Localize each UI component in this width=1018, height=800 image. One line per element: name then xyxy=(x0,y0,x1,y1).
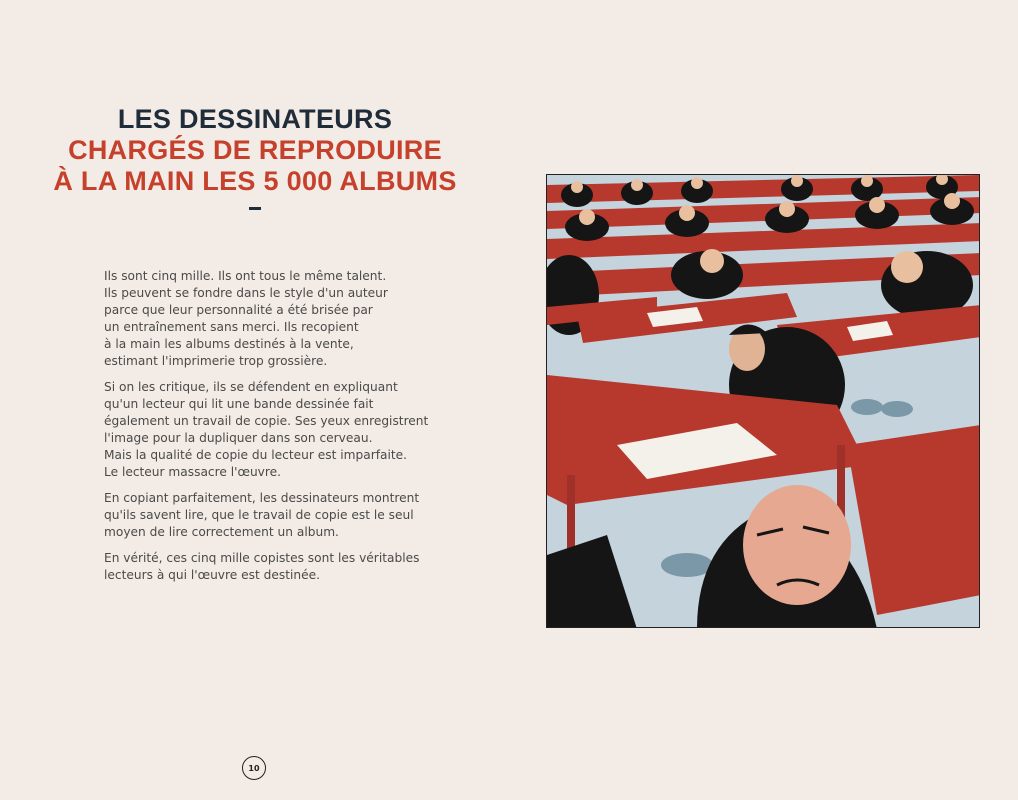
paragraph-3 xyxy=(104,490,424,541)
chapter-title xyxy=(40,104,470,210)
title-line-1: LES DESSINATEURS xyxy=(117,104,393,134)
text-line: En vérité, ces cinq mille copistes sont les véritables xyxy=(104,551,420,565)
text-line: lecteurs à qui l'œuvre est destinée. xyxy=(104,568,320,582)
text-line: qu'ils savent lire, que le travail de copie est le seul xyxy=(104,508,414,522)
text-line: un entraînement sans merci. Ils recopient xyxy=(104,320,359,334)
page-number: 10 xyxy=(242,756,266,780)
text-line: l'image pour la dupliquer dans son cerveau. xyxy=(104,431,373,445)
text-line: moyen de lire correctement un album. xyxy=(104,525,339,539)
text-line: estimant l'imprimerie trop grossière. xyxy=(104,354,328,368)
paragraph-1 xyxy=(104,268,424,370)
text-line: Le lecteur massacre l'œuvre. xyxy=(104,465,281,479)
text-line: Ils peuvent se fondre dans le style d'un auteur xyxy=(104,286,388,300)
text-line: qu'un lecteur qui lit une bande dessinée fait xyxy=(104,397,374,411)
text-line: également un travail de copie. Ses yeux enregistrent xyxy=(104,414,429,428)
title-line-3: À LA MAIN LES 5 000 ALBUMS xyxy=(53,166,457,196)
text-line: Mais la qualité de copie du lecteur est imparfaite. xyxy=(104,448,408,462)
text-line: à la main les albums destinés à la vente, xyxy=(104,337,354,351)
illustration-drawing xyxy=(547,175,980,628)
text-line: En copiant parfaitement, les dessinateurs montrent xyxy=(104,491,420,505)
text-line: Si on les critique, ils se défendent en expliquant xyxy=(104,380,398,394)
paragraph-2 xyxy=(104,379,429,481)
body-text xyxy=(104,268,429,593)
paragraph-4 xyxy=(104,550,424,584)
title-dash xyxy=(249,207,261,210)
comic-illustration xyxy=(546,174,980,628)
text-line: parce que leur personnalité a été brisée par xyxy=(104,303,373,317)
text-line: Ils sont cinq mille. Ils ont tous le même talent. xyxy=(104,269,387,283)
title-line-2: CHARGÉS DE REPRODUIRE xyxy=(68,135,442,165)
